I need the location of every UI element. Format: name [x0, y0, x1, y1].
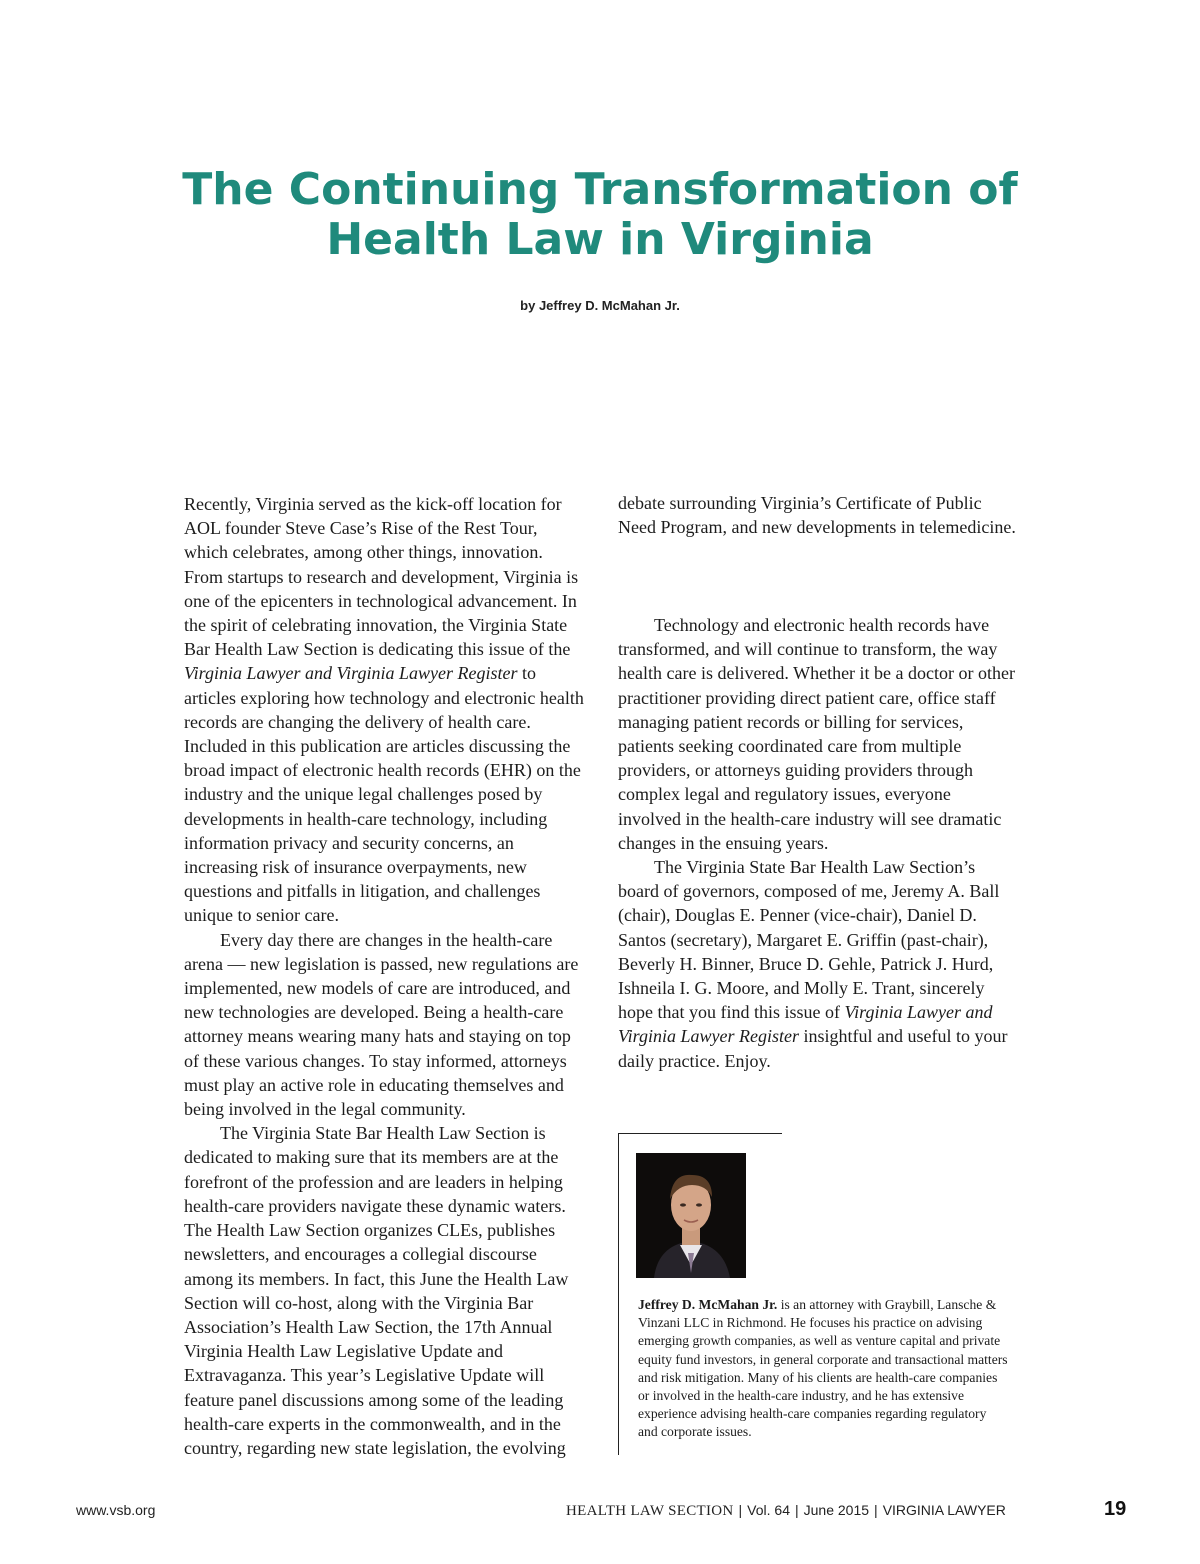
author-photo — [636, 1153, 746, 1278]
footer-date: June 2015 — [803, 1502, 870, 1518]
body-column-right — [618, 492, 1018, 1073]
paragraph-2: Every day there are changes in the health-care arena — new legislation is passed, new regulations are implemented, new models of care are introduced, and new technologies are developed. Being a health-care attorney means wearing many hats and staying on top of these various changes. To stay informed, attorneys must play an active role in educating themselves and being involved in the legal community. — [184, 929, 579, 1120]
bio-rule-horizontal — [618, 1133, 782, 1134]
publication-name: Virginia Lawyer and Virginia Lawyer Register — [184, 663, 518, 684]
footer-section: HEALTH LAW SECTION — [566, 1503, 734, 1519]
paragraph-1 — [184, 492, 584, 928]
footer-separator: | — [738, 1502, 743, 1518]
page-number: 19 — [1104, 1498, 1127, 1520]
article-title — [150, 165, 1050, 265]
body-column-left — [184, 492, 584, 1461]
paragraph-3-continued-text: debate surrounding Virginia’s Certificate of Public Need Program, and new developments in telemedicine. — [618, 492, 1016, 538]
paragraph-1-text-b: to articles exploring how technology and electronic health records are changing the delivery of health care. Included in this publication are articles discussing the broad impact of electronic health records (EHR) on the industry and the unique legal challenges posed by developments in health-care technology, including information privacy and security concerns, an increasing risk of insurance overpayments, new questions and pitfalls in litigation, and challenges unique to senior care. — [184, 663, 584, 926]
title-line-1: The Continuing Transformation of — [182, 164, 1018, 215]
footer-website: www.vsb.org — [76, 1502, 156, 1518]
paragraph-1-text-a: Recently, Virginia served as the kick-off location for AOL founder Steve Case’s Rise of the Rest Tour, which celebrates, among other things, innovation. From startups to research and development, Virginia is one of the epicenters in technological advancement. In the spirit of celebrating innovation, the Virginia State Bar Health Law Section is dedicating this issue of the — [184, 494, 579, 660]
paragraph-3 — [184, 1121, 584, 1461]
footer-volume: Vol. 64 — [747, 1502, 790, 1518]
title-line-2: Health Law in Virginia — [326, 214, 874, 265]
author-bio-name: Jeffrey D. McMahan Jr. — [638, 1297, 778, 1312]
paragraph-5-text-b: insightful and useful to your daily practice. Enjoy. — [618, 1026, 1008, 1071]
publication-name-2: Virginia Lawyer and Virginia Lawyer Register — [618, 1002, 993, 1047]
bio-rule-vertical — [618, 1133, 619, 1455]
footer-magazine: VIRGINIA LAWYER — [882, 1502, 1006, 1518]
paragraph-4: Technology and electronic health records have transformed, and will continue to transform, the way health care is delivered. Whether it be a doctor or other practitioner providing direct patient care, office staff managing patient records or billing for services, patients seeking coordinated care from multiple providers, or attorneys guiding providers through complex legal and regulatory issues, everyone involved in the health-care industry will see dramatic changes in the ensuing years. — [618, 615, 1015, 853]
byline: by Jeffrey D. McMahan Jr. — [520, 298, 680, 313]
paragraph-5-text-a: The Virginia State Bar Health Law Section’s board of governors, composed of me, Jeremy A. Ball (chair), Douglas E. Penner (vice-chair), Daniel D. Santos (secretary), Margaret E. Griffin (past-chair), Beverly H. Binner, Bruce D. Gehle, Patrick J. Hurd, Ishneila I. G. Moore, and Molly E. Trant, sincerely hope that you find this issue of — [618, 857, 1000, 1023]
paragraph-3-text: The Virginia State Bar Health Law Section is dedicated to making sure that its members are at the forefront of the profession and are leaders in helping health-care providers navigate these dynamic waters. The Health Law Section organizes CLEs, publishes newsletters, and encourages a collegial discourse among its members. In fact, this June the Health Law Section will co-host, along with the Virginia Bar Association’s Health Law Section, the 17th Annual Virginia Health Law Legislative Update and Extravaganza. This year’s Legislative Update will feature panel discussions among some of the leading health-care experts in the commonwealth, and in the country, regarding new state legislation, the evolving — [184, 1123, 569, 1458]
author-bio — [638, 1296, 1008, 1442]
footer-publication-info — [566, 1502, 1006, 1520]
footer-separator: | — [795, 1502, 799, 1518]
footer-separator: | — [874, 1502, 878, 1518]
paragraph-5 — [618, 855, 1018, 1073]
author-portrait-image — [636, 1153, 746, 1278]
author-bio-text: is an attorney with Graybill, Lansche & Vinzani LLC in Richmond. He focuses his practice on advising emerging growth companies, as well as venture capital and private equity fund investors, in general corporate and transactional matters and risk mitigation. Many of his clients are health-care companies or involved in the health-care industry, and he has extensive experience advising health-care companies regarding regulatory and corporate issues. — [638, 1297, 1008, 1440]
paragraph-3-continued — [618, 492, 1018, 613]
